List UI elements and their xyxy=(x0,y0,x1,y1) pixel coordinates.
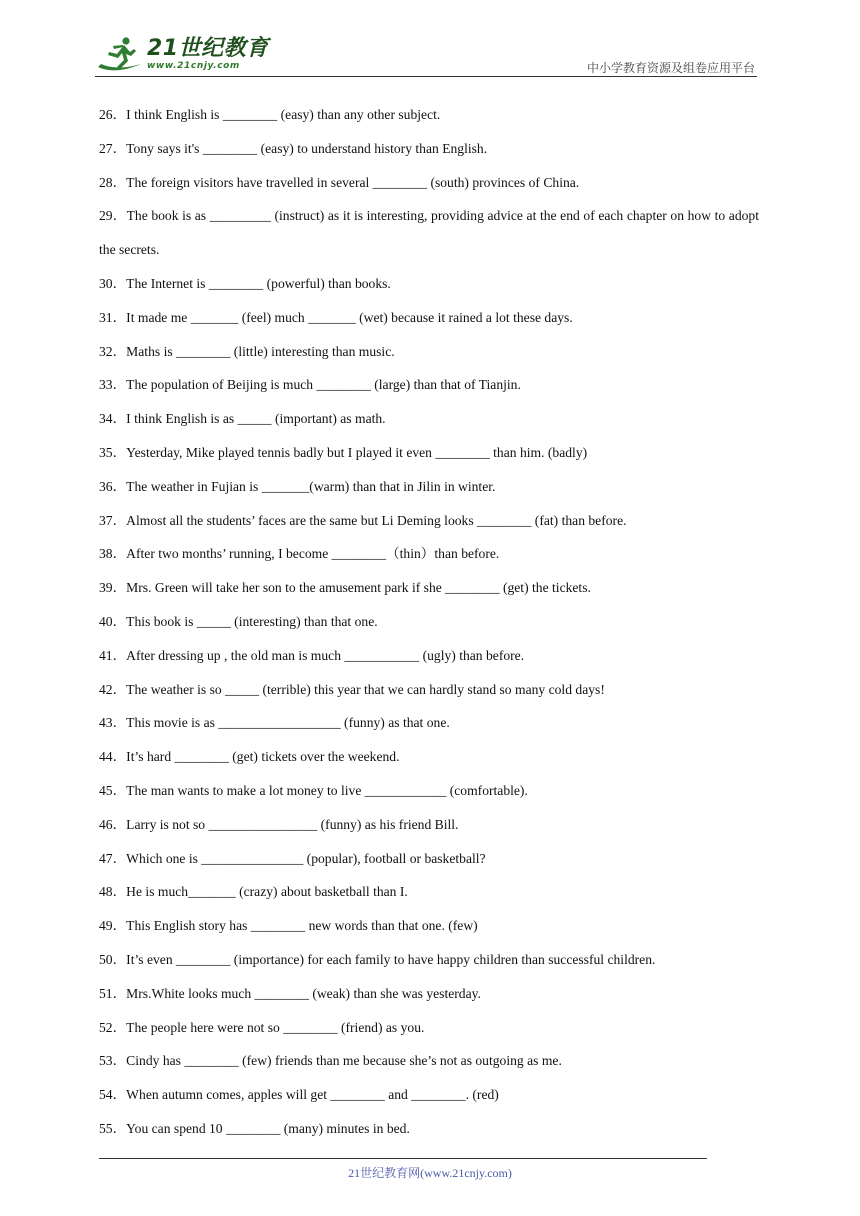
page-header xyxy=(95,30,757,78)
question-item: 38．After two months’ running, I become ________（thin）than before. xyxy=(99,546,500,562)
question-item: 47．Which one is _______________ (popular), football or basketball? xyxy=(99,850,486,866)
question-item: 30．The Internet is ________ (powerful) than books. xyxy=(99,275,391,291)
question-item: 48．He is much_______ (crazy) about basketball than I. xyxy=(99,884,408,900)
running-man-icon xyxy=(95,34,147,76)
question-item: 36．The weather in Fujian is _______(warm) than that in Jilin in winter. xyxy=(99,478,496,494)
question-item: 37．Almost all the students’ faces are the same but Li Deming looks ________ (fat) than before. xyxy=(99,512,627,528)
question-item: 42．The weather is so _____ (terrible) this year that we can hardly stand so many cold days! xyxy=(99,681,605,697)
platform-title: 中小学教育资源及组卷应用平台 xyxy=(586,61,755,75)
question-item: 27．Tony says it's ________ (easy) to understand history than English. xyxy=(99,140,488,156)
question-item: 41．After dressing up , the old man is much ___________ (ugly) than before. xyxy=(99,647,525,663)
question-item: 34．I think English is as _____ (important) as math. xyxy=(99,411,386,427)
page-footer: 21世纪教育网(www.21cnjy.com) xyxy=(348,1166,512,1180)
question-item: 33．The population of Beijing is much ________ (large) than that of Tianjin. xyxy=(99,377,521,393)
question-item: 53．Cindy has ________ (few) friends than me because she’s not as outgoing as me. xyxy=(99,1053,562,1069)
question-item: 28．The foreign visitors have travelled in several ________ (south) provinces of China. xyxy=(99,174,580,190)
question-list xyxy=(99,98,759,1146)
question-item: 51．Mrs.White looks much ________ (weak) than she was yesterday. xyxy=(99,985,481,1001)
footer-divider xyxy=(99,1158,707,1159)
question-item: 54．When autumn comes, apples will get ________ and ________. (red) xyxy=(99,1087,499,1103)
question-item: 52．The people here were not so ________ (friend) as you. xyxy=(99,1019,425,1035)
question-item: 44．It’s hard ________ (get) tickets over the weekend. xyxy=(99,749,400,765)
header-divider xyxy=(95,76,757,77)
question-item: 31．It made me _______ (feel) much _______ (wet) because it rained a lot these days. xyxy=(99,309,573,325)
question-item: 29．The book is as _________ (instruct) as it is interesting, providing advice at the end of each chapter on how to adopt the secrets. xyxy=(99,208,759,258)
logo-url: www.21cnjy.com xyxy=(147,61,240,71)
question-item: 32．Maths is ________ (little) interesting than music. xyxy=(99,343,395,359)
site-logo xyxy=(95,34,275,76)
question-item: 43．This movie is as __________________ (funny) as that one. xyxy=(99,715,450,731)
question-item: 46．Larry is not so ________________ (funny) as his friend Bill. xyxy=(99,816,459,832)
question-item: 39．Mrs. Green will take her son to the amusement park if she ________ (get) the tickets. xyxy=(99,580,591,596)
question-item: 35．Yesterday, Mike played tennis badly but I played it even ________ than him. (badly) xyxy=(99,444,588,460)
logo-text: 21世纪教育 xyxy=(147,36,269,61)
question-item: 55．You can spend 10 ________ (many) minutes in bed. xyxy=(99,1120,410,1136)
question-item: 50．It’s even ________ (importance) for each family to have happy children than successful children. xyxy=(99,951,656,967)
question-item: 26．I think English is ________ (easy) than any other subject. xyxy=(99,107,441,122)
question-item: 49．This English story has ________ new words than that one. (few) xyxy=(99,918,478,934)
question-item: 40．This book is _____ (interesting) than that one. xyxy=(99,613,378,629)
question-item: 45．The man wants to make a lot money to live ____________ (comfortable). xyxy=(99,782,528,798)
